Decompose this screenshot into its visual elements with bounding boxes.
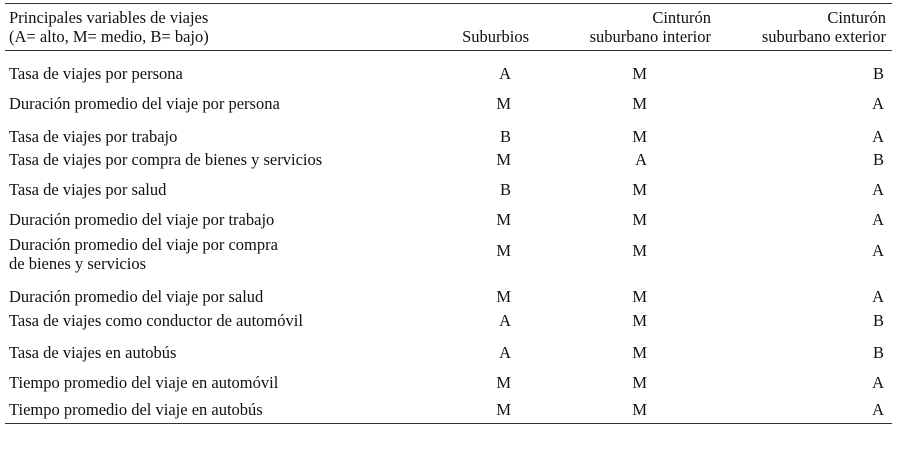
table-row <box>5 306 892 330</box>
header-exterior-line2: suburbano exterior <box>761 27 886 46</box>
row-exterior-value: A <box>872 400 884 419</box>
row-interior-value: M <box>632 286 647 306</box>
table-row <box>5 51 892 83</box>
table-row <box>5 113 892 146</box>
row-exterior-value: A <box>872 209 884 229</box>
table-row <box>5 392 892 424</box>
row-interior-value: M <box>632 400 647 419</box>
row-suburbios-value: A <box>499 310 511 330</box>
row-exterior-value: A <box>872 286 884 306</box>
row-label-line2: de bienes y servicios <box>9 253 147 273</box>
row-exterior-value: B <box>872 63 884 83</box>
table-row <box>5 83 892 113</box>
row-suburbios-value: M <box>496 149 511 169</box>
table-row <box>5 330 892 362</box>
row-label: Tasa de viajes por salud <box>9 179 167 199</box>
header-exterior <box>717 4 892 51</box>
table-row <box>5 273 892 306</box>
row-interior-value: M <box>632 63 647 83</box>
row-interior-value: M <box>632 209 647 229</box>
row-interior-value: M <box>632 179 647 199</box>
header-exterior-line1: Cinturón <box>827 8 886 27</box>
row-suburbios-value: M <box>496 241 511 260</box>
row-label: Tasa de viajes como conductor de automóvil <box>9 310 303 330</box>
row-label: Tiempo promedio del viaje en autobús <box>9 400 263 419</box>
table-row <box>5 169 892 199</box>
row-interior-value: M <box>632 342 647 362</box>
row-suburbios-value: M <box>496 372 511 392</box>
row-interior-value: M <box>632 310 647 330</box>
header-interior-line1: Cinturón <box>652 8 711 27</box>
row-exterior-value: B <box>872 310 884 330</box>
row-exterior-value: A <box>872 372 884 392</box>
row-interior-value: M <box>632 241 647 260</box>
row-exterior-value: B <box>872 342 884 362</box>
header-interior-line2: suburbano interior <box>589 27 711 46</box>
row-label: Duración promedio del viaje por salud <box>9 286 264 306</box>
row-label: Tasa de viajes en autobús <box>9 342 177 362</box>
row-interior-value: M <box>632 372 647 392</box>
row-suburbios-value: A <box>499 342 511 362</box>
table-row <box>5 146 892 169</box>
table-row <box>5 362 892 392</box>
travel-variables-table <box>5 4 892 424</box>
table-row <box>5 229 892 273</box>
header-row <box>5 4 892 51</box>
row-interior-value: M <box>632 93 647 113</box>
row-suburbios-value: M <box>496 400 511 419</box>
header-variables-line2: (A= alto, M= medio, B= bajo) <box>9 27 209 46</box>
row-exterior-value: A <box>872 93 884 113</box>
header-variables <box>5 4 437 51</box>
row-label: Tasa de viajes por persona <box>9 63 183 83</box>
header-interior <box>535 4 717 51</box>
row-suburbios-value: M <box>496 93 511 113</box>
row-suburbios-value: M <box>496 286 511 306</box>
table-row <box>5 199 892 229</box>
row-suburbios-value: B <box>499 179 511 199</box>
row-label-line1: Duración promedio del viaje por compra <box>9 234 278 254</box>
row-suburbios-value: B <box>499 126 511 146</box>
row-label: Duración promedio del viaje por trabajo <box>9 209 275 229</box>
row-label: Duración promedio del viaje por persona <box>9 93 280 113</box>
row-label <box>5 229 437 273</box>
row-exterior-value: A <box>872 126 884 146</box>
row-suburbios-value: A <box>499 63 511 83</box>
row-label: Tiempo promedio del viaje en automóvil <box>9 372 279 392</box>
row-exterior-value: A <box>872 241 884 260</box>
row-suburbios-value: M <box>496 209 511 229</box>
row-interior-value: A <box>635 149 647 169</box>
row-exterior-value: A <box>872 179 884 199</box>
row-exterior-value: B <box>872 149 884 169</box>
row-label: Tasa de viajes por compra de bienes y servicios <box>9 149 323 169</box>
header-suburbios-label: Suburbios <box>462 27 529 46</box>
header-variables-line1: Principales variables de viajes <box>9 8 209 27</box>
row-interior-value: M <box>632 126 647 146</box>
row-label: Tasa de viajes por trabajo <box>9 126 178 146</box>
travel-variables-table-container <box>5 3 892 424</box>
header-suburbios <box>437 4 535 51</box>
